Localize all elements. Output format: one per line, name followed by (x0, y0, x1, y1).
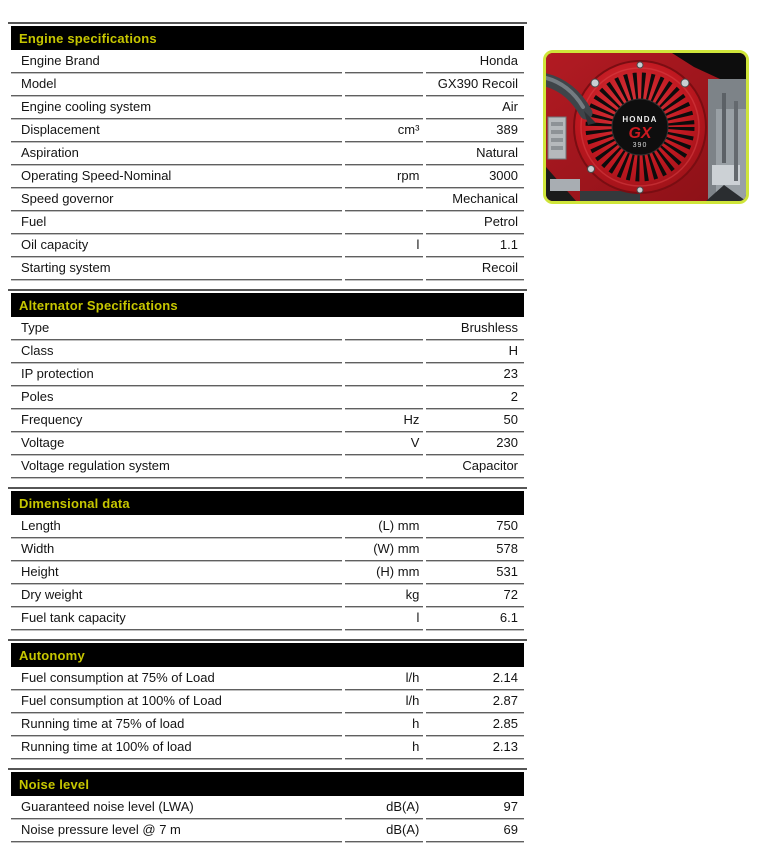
section-top-rule (8, 639, 527, 641)
spec-unit: l (345, 607, 423, 630)
spec-row (11, 607, 524, 630)
spec-label: Engine Brand (11, 50, 342, 73)
spec-value: 1.1 (426, 234, 524, 257)
spec-label: Dry weight (11, 584, 342, 607)
spec-value: 97 (426, 796, 524, 819)
spec-value: 578 (426, 538, 524, 561)
spec-row (11, 538, 524, 561)
spec-value: 2 (426, 386, 524, 409)
spec-row (11, 515, 524, 538)
spec-value: Mechanical (426, 188, 524, 211)
spec-value: Honda (426, 50, 524, 73)
spec-row (11, 363, 524, 386)
spec-unit: h (345, 736, 423, 759)
engine-photo-illustration (546, 53, 746, 201)
spec-unit (345, 211, 423, 234)
section-title: Dimensional data (11, 491, 524, 515)
spec-unit: rpm (345, 165, 423, 188)
spec-unit: l/h (345, 667, 423, 690)
spec-label: Guaranteed noise level (LWA) (11, 796, 342, 819)
section-title: Alternator Specifications (11, 293, 524, 317)
spec-value: Petrol (426, 211, 524, 234)
product-photo (543, 50, 749, 204)
spec-label: Starting system (11, 257, 342, 280)
spec-unit (345, 96, 423, 119)
spec-value: Brushless (426, 317, 524, 340)
spec-table (8, 491, 527, 630)
spec-unit: dB(A) (345, 819, 423, 842)
spec-unit (345, 188, 423, 211)
spec-row (11, 736, 524, 759)
spec-section (8, 639, 527, 759)
gx-logo: GX (628, 125, 652, 142)
spec-value: Recoil (426, 257, 524, 280)
spec-section (8, 22, 527, 280)
spec-unit (345, 50, 423, 73)
spec-value: Air (426, 96, 524, 119)
spec-unit (345, 142, 423, 165)
spec-table (8, 26, 527, 280)
spec-unit: l/h (345, 690, 423, 713)
spec-unit: h (345, 713, 423, 736)
spec-label: Voltage regulation system (11, 455, 342, 478)
spec-value: 69 (426, 819, 524, 842)
section-top-rule (8, 289, 527, 291)
spec-value: 72 (426, 584, 524, 607)
spec-label: Fuel (11, 211, 342, 234)
spec-row (11, 432, 524, 455)
spec-row (11, 96, 524, 119)
spec-value: GX390 Recoil (426, 73, 524, 96)
spec-table (8, 772, 527, 842)
spec-row (11, 340, 524, 363)
spec-row (11, 165, 524, 188)
engine-id-plate (548, 117, 566, 159)
displacement-mark: 390 (632, 142, 648, 149)
spec-value: 2.87 (426, 690, 524, 713)
spec-value: 2.13 (426, 736, 524, 759)
spec-label: Poles (11, 386, 342, 409)
spec-label: Running time at 75% of load (11, 713, 342, 736)
spec-section (8, 487, 527, 630)
spec-label: Displacement (11, 119, 342, 142)
spec-label: IP protection (11, 363, 342, 386)
spec-value: Capacitor (426, 455, 524, 478)
recoil-cover (574, 61, 706, 193)
spec-label: Model (11, 73, 342, 96)
spec-tables (8, 22, 527, 851)
section-title: Autonomy (11, 643, 524, 667)
spec-value: 2.85 (426, 713, 524, 736)
spec-unit (345, 257, 423, 280)
spec-row (11, 142, 524, 165)
spec-label: Height (11, 561, 342, 584)
spec-row (11, 73, 524, 96)
spec-row (11, 584, 524, 607)
spec-row (11, 386, 524, 409)
spec-label: Oil capacity (11, 234, 342, 257)
spec-row (11, 455, 524, 478)
spec-label: Running time at 100% of load (11, 736, 342, 759)
spec-unit: dB(A) (345, 796, 423, 819)
spec-value: H (426, 340, 524, 363)
spec-label: Engine cooling system (11, 96, 342, 119)
spec-row (11, 119, 524, 142)
spec-row (11, 317, 524, 340)
section-top-rule (8, 487, 527, 489)
spec-row (11, 667, 524, 690)
spec-row (11, 690, 524, 713)
spec-label: Aspiration (11, 142, 342, 165)
spec-unit: l (345, 234, 423, 257)
honda-wordmark: HONDA (622, 115, 658, 124)
engine-metal-parts-right (706, 79, 746, 201)
spec-unit (345, 386, 423, 409)
spec-row (11, 819, 524, 842)
spec-label: Fuel tank capacity (11, 607, 342, 630)
section-title: Engine specifications (11, 26, 524, 50)
spec-row (11, 409, 524, 432)
spec-unit (345, 455, 423, 478)
spec-row (11, 796, 524, 819)
spec-unit: (H) mm (345, 561, 423, 584)
spec-row (11, 234, 524, 257)
spec-label: Width (11, 538, 342, 561)
spec-unit (345, 73, 423, 96)
spec-row (11, 561, 524, 584)
spec-label: Type (11, 317, 342, 340)
spec-unit (345, 317, 423, 340)
spec-unit: Hz (345, 409, 423, 432)
spec-value: 2.14 (426, 667, 524, 690)
spec-row (11, 257, 524, 280)
spec-unit: cm³ (345, 119, 423, 142)
spec-value: 6.1 (426, 607, 524, 630)
spec-unit (345, 340, 423, 363)
section-title: Noise level (11, 772, 524, 796)
spec-label: Length (11, 515, 342, 538)
spec-label: Fuel consumption at 100% of Load (11, 690, 342, 713)
section-top-rule (8, 768, 527, 770)
spec-value: 750 (426, 515, 524, 538)
spec-label: Operating Speed-Nominal (11, 165, 342, 188)
spec-label: Noise pressure level @ 7 m (11, 819, 342, 842)
spec-value: 23 (426, 363, 524, 386)
spec-value: 389 (426, 119, 524, 142)
spec-label: Fuel consumption at 75% of Load (11, 667, 342, 690)
spec-label: Class (11, 340, 342, 363)
spec-section (8, 768, 527, 842)
spec-unit (345, 363, 423, 386)
spec-row (11, 211, 524, 234)
spec-section (8, 289, 527, 478)
spec-unit: (W) mm (345, 538, 423, 561)
spec-unit: V (345, 432, 423, 455)
section-top-rule (8, 22, 527, 24)
spec-value: Natural (426, 142, 524, 165)
spec-value: 230 (426, 432, 524, 455)
spec-value: 531 (426, 561, 524, 584)
spec-table (8, 293, 527, 478)
spec-label: Frequency (11, 409, 342, 432)
spec-unit: kg (345, 584, 423, 607)
spec-label: Voltage (11, 432, 342, 455)
spec-table (8, 643, 527, 759)
spec-row (11, 50, 524, 73)
spec-value: 3000 (426, 165, 524, 188)
spec-unit: (L) mm (345, 515, 423, 538)
spec-label: Speed governor (11, 188, 342, 211)
spec-row (11, 713, 524, 736)
spec-value: 50 (426, 409, 524, 432)
spec-row (11, 188, 524, 211)
